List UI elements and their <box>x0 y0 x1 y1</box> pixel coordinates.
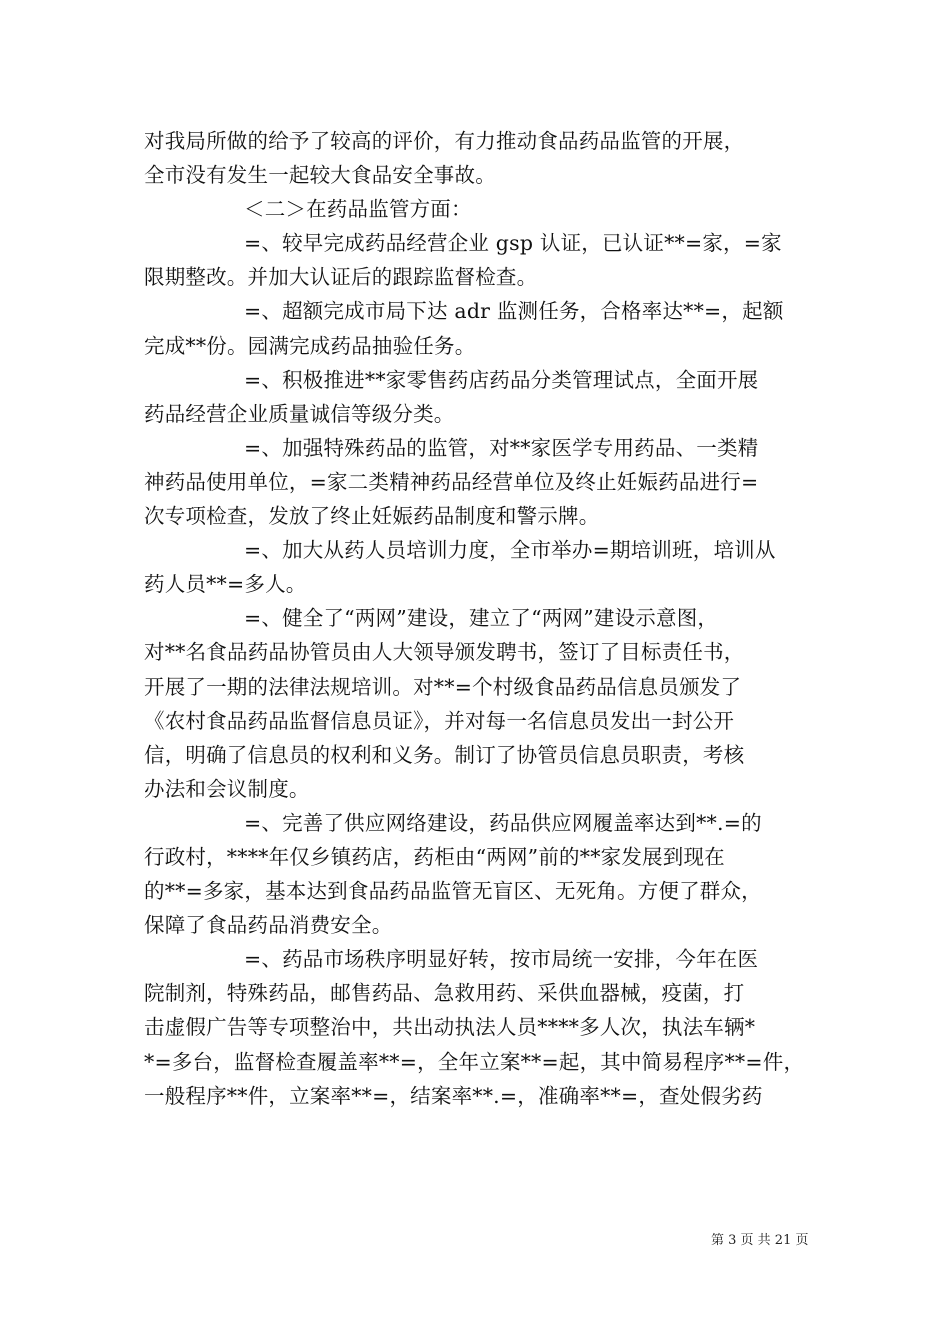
text-line: 对我局所做的给予了较高的评价，有力推动食品药品监管的开展， <box>144 129 745 153</box>
text-line: 信，明确了信息员的权利和义务。制订了协管员信息员职责，考核 <box>144 742 745 767</box>
text-line: =、超额完成市局下达 adr 监测任务，合格率达**=，起额 <box>244 299 784 324</box>
text-line: 保障了食品药品消费安全。 <box>144 913 393 938</box>
text-line: 一般程序**件，立案率**=，结案率**.=，准确率**=，查处假劣药 <box>144 1083 763 1108</box>
text-line: 开展了一期的法律法规培训。对**=个村级食品药品信息员颁发了 <box>144 674 742 699</box>
text-line: 办法和会议制度。 <box>144 776 310 801</box>
text-line: =、健全了“两网”建设，建立了“两网”建设示意图， <box>244 606 719 631</box>
page-number-footer: 第 3 页 共 21 页 <box>711 1233 809 1248</box>
text-line: 药品经营企业质量诚信等级分类。 <box>144 401 455 426</box>
text-line: =、药品市场秩序明显好转，按市局统一安排，今年在医 <box>244 947 759 972</box>
section-heading: ＜二＞在药品监管方面： <box>244 197 472 222</box>
text-line: =、加强特殊药品的监管，对**家医学专用药品、一类精 <box>244 435 759 460</box>
text-line: 的**=多家，基本达到食品药品监管无盲区、无死角。方便了群众， <box>144 879 762 904</box>
text-line: 神药品使用单位，=家二类精神药品经营单位及终止妊娠药品进行= <box>144 469 759 494</box>
text-line: =、完善了供应网络建设，药品供应网履盖率达到**.=的 <box>244 810 762 835</box>
text-line: 对**名食品药品协管员由人大领导颁发聘书，签订了目标责任书， <box>144 640 745 665</box>
text-line: =、加大从药人员培训力度，全市举办=期培训班，培训从 <box>244 538 776 563</box>
text-line: 击虚假广告等专项整治中，共出动执法人员****多人次，执法车辆* <box>144 1015 756 1040</box>
text-line: 行政村，****年仅乡镇药店，药柜由“两网”前的**家发展到现在 <box>144 844 725 869</box>
text-line: 次专项检查，发放了终止妊娠药品制度和警示牌。 <box>144 504 600 529</box>
text-line: =、较早完成药品经营企业 gsp 认证，已认证**=家，=家 <box>244 231 782 256</box>
text-line: 《农村食品药品监督信息员证》，并对每一名信息员发出一封公开 <box>144 708 735 733</box>
text-line: 完成**份。园满完成药品抽验任务。 <box>144 333 476 358</box>
text-line: 限期整改。并加大认证后的跟踪监督检查。 <box>144 265 538 290</box>
text-line: 药人员**=多人。 <box>144 572 307 597</box>
text-line: 全市没有发生一起较大食品安全事故。 <box>144 163 496 188</box>
text-line: =、积极推进**家零售药店药品分类管理试点，全面开展 <box>244 367 759 392</box>
text-line: 院制剂，特殊药品，邮售药品、急救用药、采供血器械，疫菌，打 <box>144 981 745 1006</box>
text-line: *=多台，监督检查履盖率**=，全年立案**=起，其中简易程序**=件， <box>144 1049 805 1074</box>
body-text <box>144 124 810 1113</box>
